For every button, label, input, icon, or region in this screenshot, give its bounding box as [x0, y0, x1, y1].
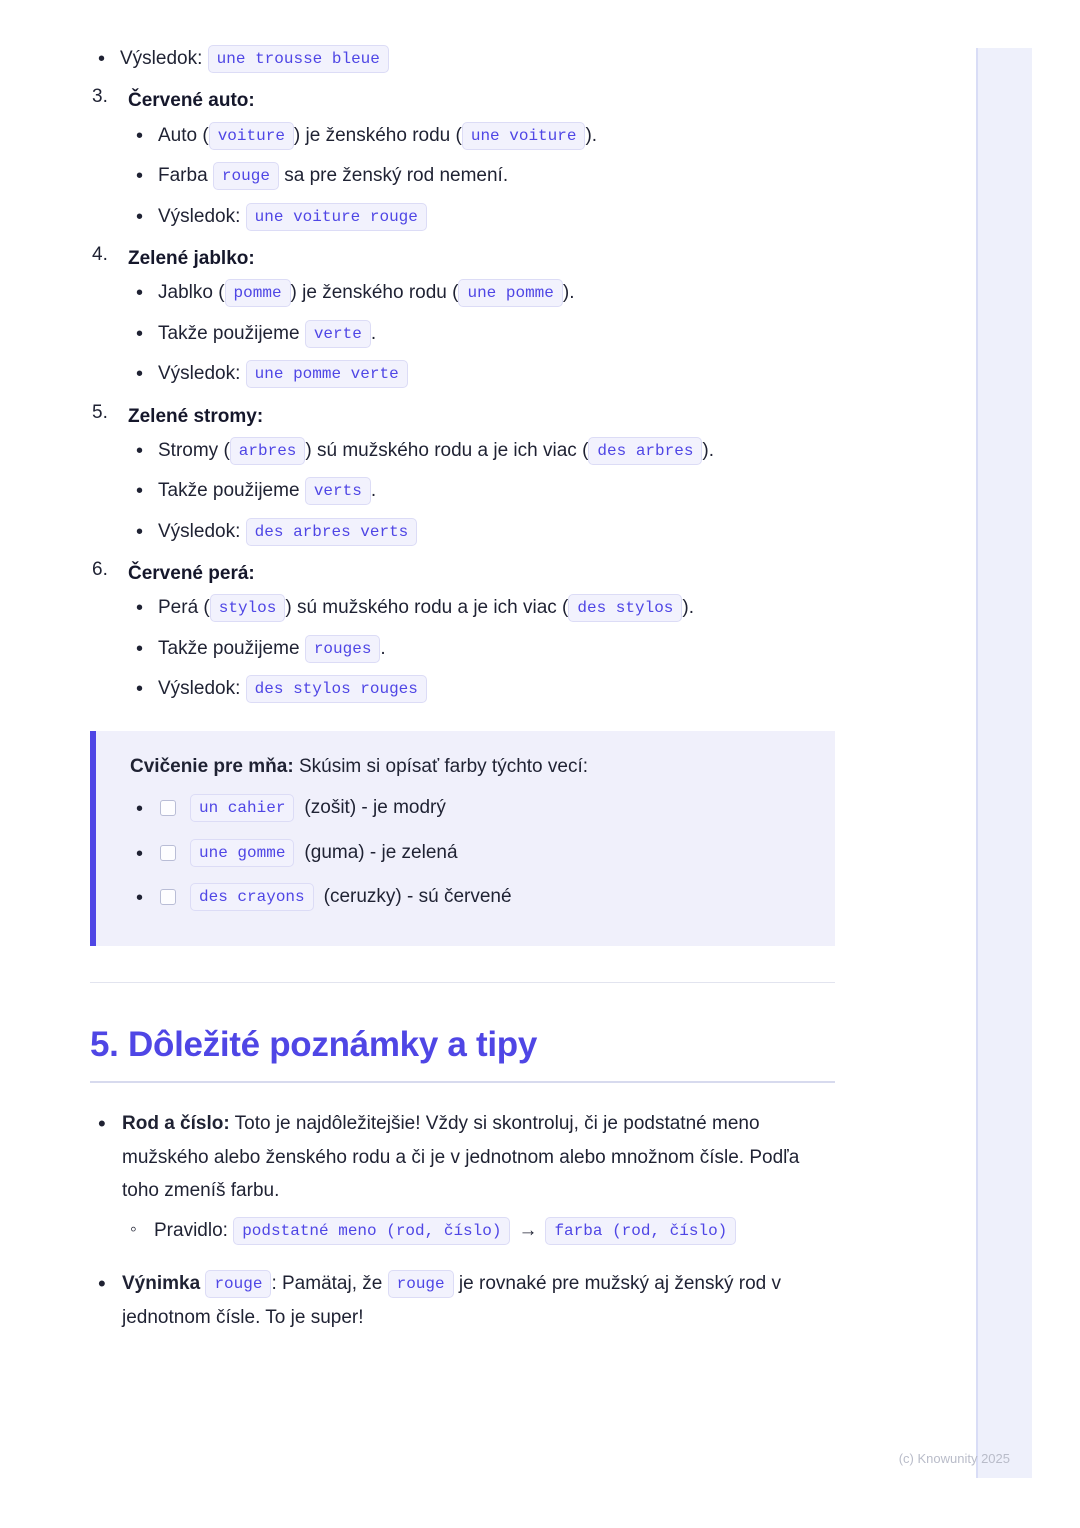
bullet-text-mid: ) sú mužského rodu a je ich viac ( [285, 597, 569, 619]
note-text: Toto je najdôležitejšie! Vždy si skontroluj, či je podstatné meno mužského alebo ženského rodu a či je v jednotnom alebo množnom čísle. Podľa toho zmeníš farbu. [122, 1113, 800, 1201]
code-chip: arbres [230, 437, 306, 465]
arrow-icon: → [518, 1220, 538, 1242]
list-item [128, 476, 835, 506]
copyright-watermark: (c) Knowunity 2025 [898, 1451, 1010, 1466]
numbered-examples-list [90, 86, 835, 704]
item-marker: 6. [92, 559, 108, 581]
bullet-text-mid: ) je ženského rodu ( [290, 282, 459, 304]
item-title: Červené auto: [128, 90, 255, 112]
numbered-item-5 [90, 402, 835, 548]
code-chip: rouge [213, 162, 279, 190]
task-text: (zošit) - je modrý [304, 797, 446, 819]
bullet-text-pre: Perá ( [158, 597, 210, 619]
code-chip: • des crayons [190, 883, 314, 911]
bullet-text-pre: Takže použijeme [158, 637, 300, 659]
code-chip: podstatné meno (rod, číslo) [233, 1217, 510, 1245]
checkbox-icon[interactable] [160, 800, 176, 816]
bullet-text-pre: Výsledok: [158, 520, 241, 542]
checkbox-icon[interactable] [160, 845, 176, 861]
bullet-text-mid: . [380, 637, 386, 659]
code-chip: une pomme verte [246, 360, 408, 388]
bullet-text-pre: Farba [158, 165, 208, 187]
code-chip: • un cahier [190, 794, 294, 822]
code-chip: une voiture rouge [246, 203, 427, 231]
note-text-post: je rovnaké pre mužský aj ženský rod v jednotnom čísle. To je super! [122, 1273, 781, 1328]
list-item [128, 674, 835, 704]
bullet-text-post: ). [682, 597, 694, 619]
code-chip: une trousse bleue [208, 45, 389, 73]
callout-title-rest: Skúsim si opísať farby týchto vecí: [298, 755, 589, 777]
code-chip: • une gomme [190, 839, 294, 867]
item-marker: 3. [92, 86, 108, 108]
code-chip: une voiture [462, 122, 586, 150]
numbered-item-6 [90, 559, 835, 705]
bullet-label: Výsledok: [120, 48, 203, 69]
list-item [128, 634, 835, 664]
bullet-text-pre: Auto ( [158, 124, 209, 146]
note-rod-a-cislo [90, 1107, 835, 1247]
heading-underline [90, 1081, 835, 1083]
list-item [128, 278, 835, 308]
bullet-text-pre: Výsledok: [158, 678, 241, 700]
note-label: Rod a číslo: [122, 1113, 230, 1135]
code-chip: stylos [210, 594, 286, 622]
bullet-text-pre: Jablko ( [158, 282, 225, 304]
code-chip: rouge [205, 1270, 271, 1298]
numbered-item-4 [90, 244, 835, 390]
item-bullets [128, 278, 835, 389]
list-item [130, 882, 809, 912]
list-item [128, 517, 835, 547]
list-item [128, 593, 835, 623]
list-item [128, 319, 835, 349]
code-chip: voiture [209, 122, 294, 150]
rule-label: Pravidlo: [154, 1220, 228, 1242]
item-title: Červené perá: [128, 563, 255, 585]
list-item [122, 1215, 835, 1247]
top-bullet-list [90, 44, 835, 74]
task-text: (guma) - je zelená [304, 841, 458, 863]
code-chip: rouges [305, 635, 381, 663]
item-title: Zelené stromy: [128, 405, 264, 427]
list-item [130, 793, 809, 823]
bullet-text-mid: ) je ženského rodu ( [293, 124, 462, 146]
item-bullets [128, 593, 835, 704]
list-item [128, 202, 835, 232]
item-bullets [128, 436, 835, 547]
checkbox-icon[interactable] [160, 889, 176, 905]
list-item [90, 44, 835, 74]
item-marker: 5. [92, 401, 108, 423]
exercise-task-list [130, 793, 809, 912]
bullet-text-mid: sa pre ženský rod nemení. [284, 165, 509, 187]
note-text-mid: : Pamätaj, že [271, 1273, 383, 1295]
item-title: Zelené jablko: [128, 247, 255, 269]
bullet-text-pre: Stromy ( [158, 439, 230, 461]
bullet-text-post: ). [585, 124, 598, 146]
page-right-margin-rail [976, 48, 1032, 1478]
task-text: (ceruzky) - sú červené [323, 885, 512, 907]
bullet-text-post: ). [702, 439, 715, 461]
bullet-text-mid: ) sú mužského rodu a je ich viac ( [305, 439, 589, 461]
list-item [128, 161, 835, 191]
bullet-text-post: ). [562, 282, 575, 304]
note-subitems [122, 1215, 835, 1247]
numbered-item-3 [90, 86, 835, 232]
bullet-text-pre: Takže použijeme [158, 322, 300, 344]
list-item [128, 436, 835, 466]
code-chip: des stylos rouges [246, 675, 427, 703]
bullet-text-mid: . [370, 322, 377, 344]
code-chip: des arbres verts [246, 518, 418, 546]
document-content [90, 40, 835, 1354]
callout-title [130, 753, 809, 782]
item-bullets [128, 121, 835, 232]
note-vynimka [90, 1267, 835, 1334]
bullet-text-pre: Výsledok: [158, 363, 241, 385]
code-chip: des arbres [588, 437, 702, 465]
section-divider [90, 982, 835, 983]
code-chip: verts [305, 477, 371, 505]
bullet-text-pre: Výsledok: [158, 205, 241, 227]
notes-list [90, 1107, 835, 1334]
page-title: 5. Dôležité poznámky a tipy [90, 1025, 538, 1065]
bullet-text-mid: . [370, 480, 377, 502]
exercise-callout [90, 731, 835, 947]
code-chip: rouge [388, 1270, 454, 1298]
note-label: Výnimka [122, 1273, 201, 1295]
code-chip: verte [305, 320, 371, 348]
callout-title-bold: Cvičenie pre mňa: [130, 755, 294, 777]
list-item [128, 121, 835, 151]
bullet-text-pre: Takže použijeme [158, 480, 300, 502]
list-item [128, 359, 835, 389]
code-chip: des stylos [568, 594, 682, 622]
item-marker: 4. [92, 243, 108, 265]
code-chip: une pomme [458, 279, 562, 307]
list-item [130, 838, 809, 868]
code-chip: pomme [225, 279, 291, 307]
code-chip: farba (rod, číslo) [545, 1217, 736, 1245]
